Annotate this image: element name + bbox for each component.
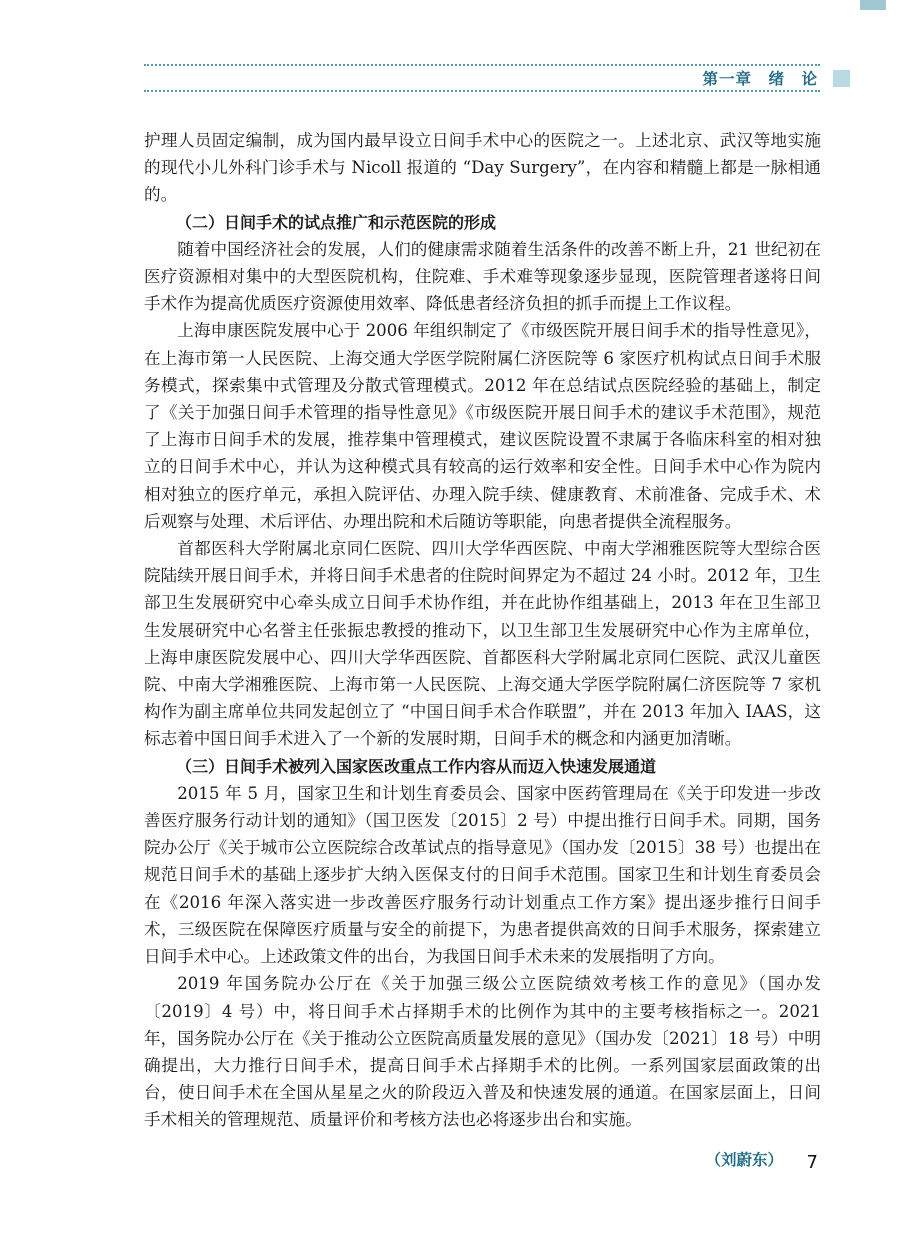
paragraph-continued: 护理人员固定编制，成为国内最早设立日间手术中心的医院之一。上述北京、武汉等地实施的现代小儿外科门诊手术与 Nicoll 报道的 “Day Surgery”，在内容和精髓上都是一脉相通的。 [144, 131, 821, 205]
paragraph: 2019 年国务院办公厅在《关于加强三级公立医院绩效考核工作的意见》（国办发〔2019〕4 号）中，将日间手术占择期手术的比例作为其中的主要考核指标之一。2021 年，国务院办公厅在《关于推动公立医院高质量发展的意见》（国办发〔2021〕18 号）中明确提出，大力推行日间手术，提高日间手术占择期手术的比例。一系列国家层面政策的出台，使日间手术在全国从星星之火的阶段迈入普及和快速发展的通道。在国家层面上，日间手术相关的管理规范、质量评价和考核方法也必将逐步出台和实施。 [144, 974, 821, 1130]
chapter-marker-square [833, 70, 850, 87]
section-heading-3: （三）日间手术被列入国家医改重点工作内容从而迈入快速发展通道 [176, 756, 657, 776]
paragraph: 2015 年 5 月，国家卫生和计划生育委员会、国家中医药管理局在《关于印发进一步改善医疗服务行动计划的通知》（国卫医发〔2015〕2 号）中提出推行日间手术。同期，国务院办公厅《关于城市公立医院综合改革试点的指导意见》（国办发〔2015〕38 号）也提出在规范日间手术的基础上逐步扩大纳入医保支付的日间手术范围。国家卫生和计划生育委员会在《2016 年深入落实进一步改善医疗服务行动计划重点工作方案》提出逐步推行日间手术，三级医院在保障医疗质量与安全的前提下，为患者提供高效的日间手术服务，探索建立日间手术中心。上述政策文件的出台，为我国日间手术未来的发展指明了方向。 [144, 783, 821, 967]
paragraph: 随着中国经济社会的发展，人们的健康需求随着生活条件的改善不断上升，21 世纪初在医疗资源相对集中的大型医院机构，住院难、手术难等现象逐步显现，医院管理者遂将日间手术作为提高优质医疗资源使用效率、降低患者经济负担的抓手而提上工作议程。 [144, 239, 821, 314]
header-dotted-rule-bottom [144, 90, 820, 92]
author-credit: （刘蔚东） [705, 1150, 783, 1169]
section-heading-2: （二）日间手术的试点推广和示范医院的形成 [176, 212, 497, 232]
page-number: 7 [806, 1152, 818, 1173]
corner-decoration [860, 0, 886, 10]
header-dotted-rule-top [144, 64, 820, 66]
chapter-title: 第一章 绪 论 [702, 70, 818, 88]
page-body [144, 127, 821, 1174]
paragraph: 首都医科大学附属北京同仁医院、四川大学华西医院、中南大学湘雅医院等大型综合医院陆续开展日间手术，并将日间手术患者的住院时间界定为不超过 24 小时。2012 年，卫生部卫生发展研究中心牵头成立日间手术协作组，并在此协作组基础上，2013 年在卫生部卫生发展研究中心名誉主任张振忠教授的推动下，以卫生部卫生发展研究中心作为主席单位，上海申康医院发展中心、四川大学华西医院、首都医科大学附属北京同仁医院、武汉儿童医院、中南大学湘雅医院、上海市第一人民医院、上海交通大学医学院附属仁济医院等 7 家机构作为副主席单位共同发起创立了 “中国日间手术合作联盟”，并在 2013 年加入 IAAS，这标志着中国日间手术进入了一个新的发展时期，日间手术的概念和内涵更加清晰。 [144, 539, 821, 749]
paragraph: 上海申康医院发展中心于 2006 年组织制定了《市级医院开展日间手术的指导性意见》，在上海市第一人民医院、上海交通大学医学院附属仁济医院等 6 家医疗机构试点日间手术服务模式，探索集中式管理及分散式管理模式。2012 年在总结试点医院经验的基础上，制定了《关于加强日间手术管理的指导性意见》《市级医院开展日间手术的建议手术范围》，规范了上海市日间手术的发展，推荐集中管理模式，建议医院设置不隶属于各临床科室的相对独立的日间手术中心，并认为这种模式具有较高的运行效率和安全性。日间手术中心作为院内相对独立的医疗单元，承担入院评估、办理入院手续、健康教育、术前准备、完成手术、术后观察与处理、术后评估、办理出院和术后随访等职能，向患者提供全流程服务。 [144, 321, 821, 531]
